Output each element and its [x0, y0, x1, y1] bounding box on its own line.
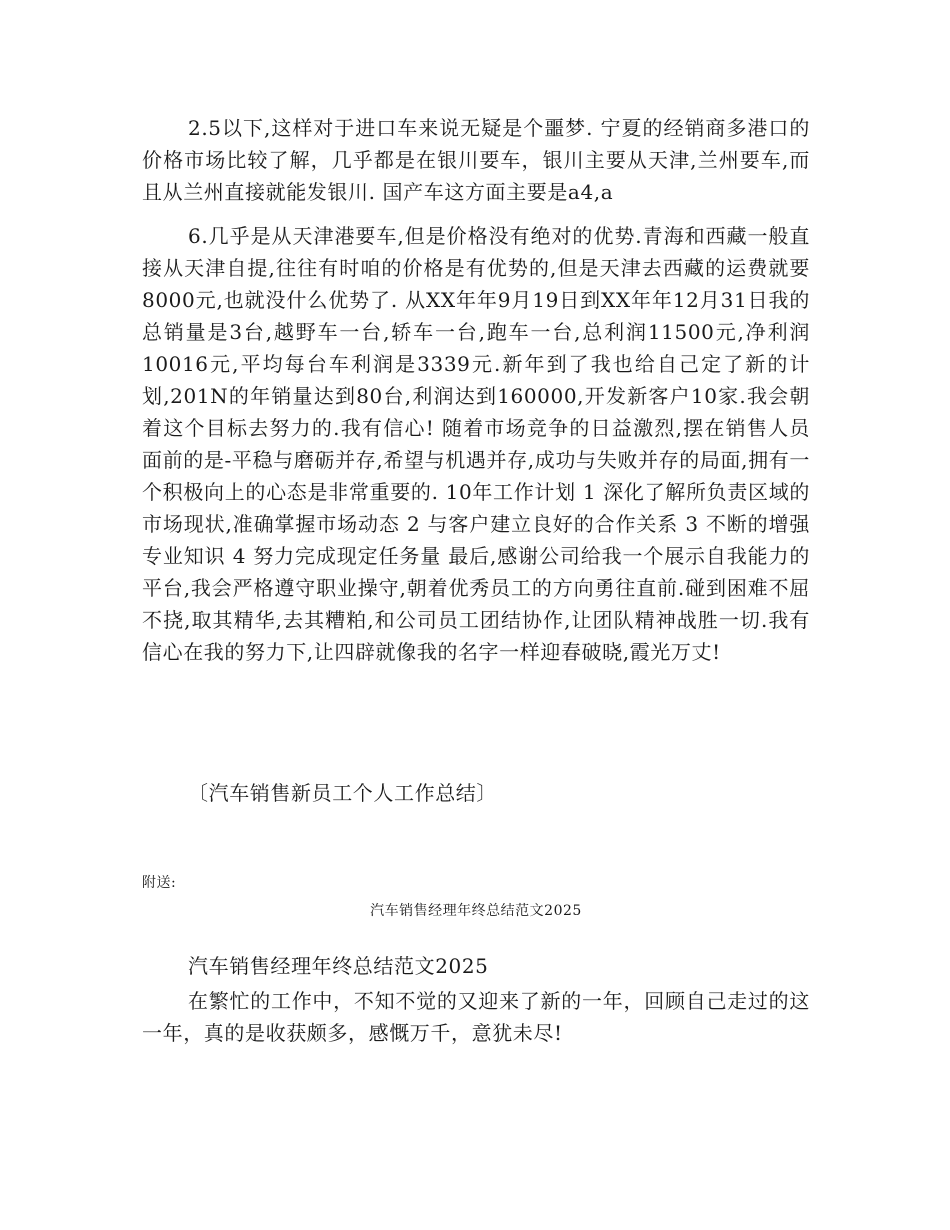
- attachment-subtitle: 汽车销售经理年终总结范文2025: [370, 903, 582, 919]
- second-document-title: 汽车销售经理年终总结范文2025: [188, 954, 489, 978]
- second-document-paragraph: 在繁忙的工作中，不知不觉的又迎来了新的一年，回顾自己走过的这一年，真的是收获颇多，感慨万千，意犹未尽!: [142, 989, 810, 1045]
- attachment-label: 附送:: [142, 875, 177, 891]
- paragraph-sales-summary: 6.几乎是从天津港要车,但是价格没有绝对的优势.青海和西藏一般直接从天津自提,往往有时咱的价格是有优势的,但是天津去西藏的运费就要8000元,也就没什么优势了. 从XX年年9月19日到XX年年12月31日我的总销量是3台,越野车一台,轿车一台,跑车一台,总利润11500元,净利润10016元,平均每台车利润是3339元.新年到了我也给自己定了新的计划,201N的年销量达到80台,利润达到160000,开发新客户10家.我会朝着这个目标去努力的.我有信心! 随着市场竞争的日益激烈,摆在销售人员面前的是-平稳与磨砺并存,希望与机遇并存,成功与失败并存的局面,拥有一个积极向上的心态是非常重要的. 10年工作计划 1 深化了解所负责区域的市场现状,准确掌握市场动态 2 与客户建立良好的合作关系 3 不断的增强专业知识 4 努力完成现定任务量 最后,感谢公司给我一个展示自我能力的平台,我会严格遵守职业操守,朝着优秀员工的方向勇往直前.碰到困难不屈不挠,取其精华,去其糟粕,和公司员工团结协作,让团队精神战胜一切.我有信心在我的努力下,让四辟就像我的名字一样迎春破晓,霞光万丈!: [142, 224, 810, 664]
- document-caption: 〔汽车销售新员工个人工作总结〕: [188, 781, 497, 805]
- paragraph-import-cars: 2.5以下,这样对于进口车来说无疑是个噩梦. 宁夏的经销商多港口的价格市场比较了解，几乎都是在银川要车，银川主要从天津,兰州要车,而且从兰州直接就能发银川. 国产车这方面主要是a4,a: [142, 116, 810, 204]
